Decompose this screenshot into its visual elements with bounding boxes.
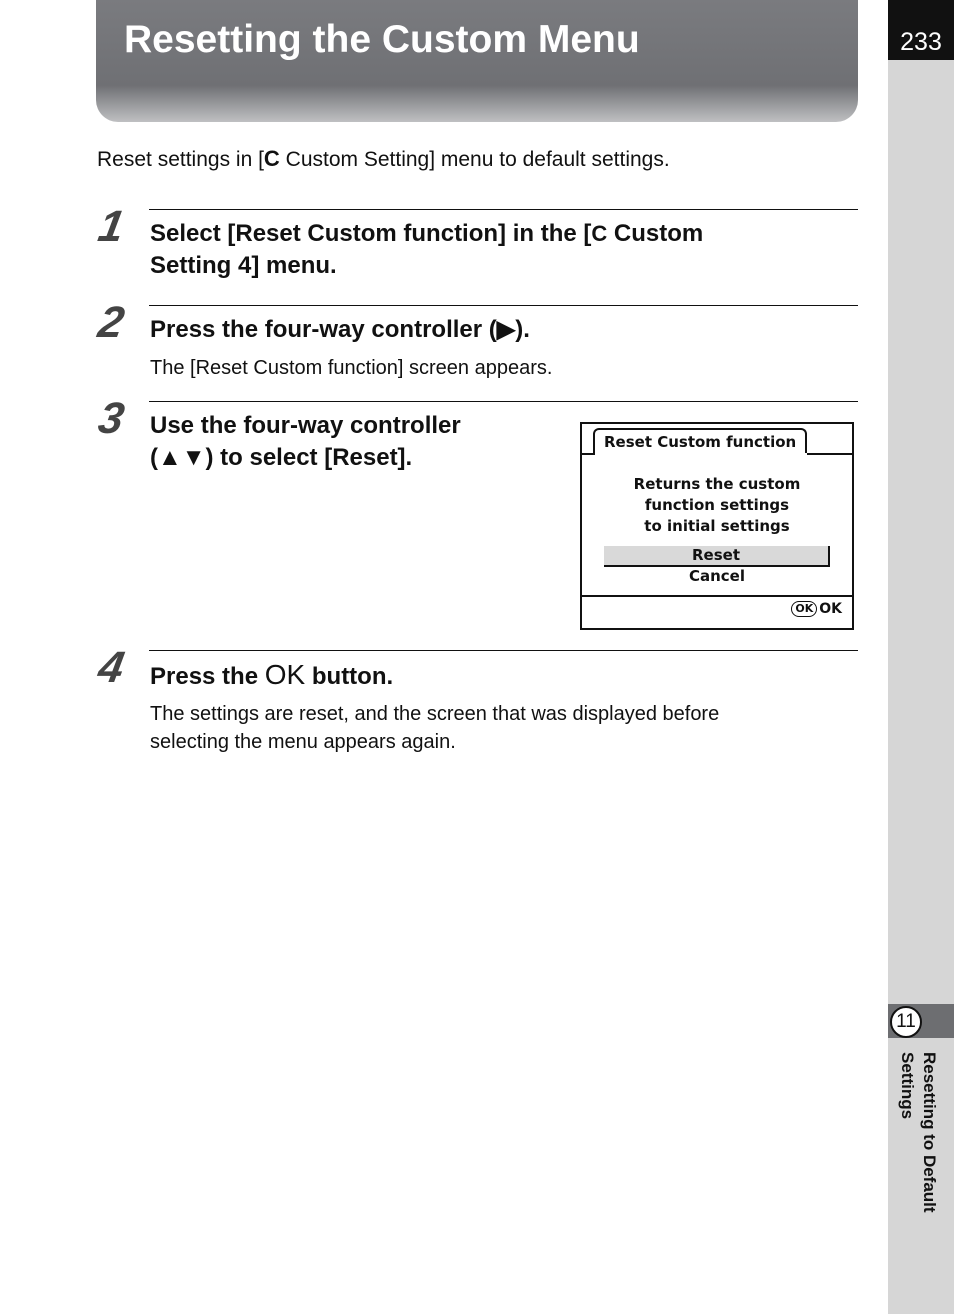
step-1-heading: Select [Reset Custom function] in the [C Custom Setting 4] menu. (150, 220, 704, 279)
chapter-title: Resetting to Default Settings (898, 1052, 939, 1213)
ok-button-icon: OK (791, 601, 817, 617)
step-2-text: The [Reset Custom function] screen appears. (150, 357, 553, 379)
title-band (96, 0, 858, 122)
ok-button-icon: OK (264, 659, 306, 690)
custom-setting-icon: C (263, 146, 280, 171)
step-divider (149, 650, 858, 651)
step-divider (149, 305, 858, 306)
step-3-heading: Use the four-way controller (▲▼) to select [Reset]. (150, 412, 461, 471)
screen-divider (582, 595, 852, 597)
intro-text: Reset settings in [C Custom Setting] menu to default settings. (97, 146, 670, 171)
step-divider (149, 401, 858, 402)
screen-message: Returns the custom function settings to initial settings (633, 475, 801, 535)
step-2-heading: Press the four-way controller (▶). (150, 316, 530, 343)
option-cancel[interactable]: Cancel (688, 567, 745, 585)
page-number: 233 (888, 0, 954, 60)
chapter-number: 11 (890, 1006, 922, 1038)
step-4-heading: Press the OK button. (150, 659, 394, 690)
step-number: 3 (94, 394, 128, 443)
step-number: 2 (94, 298, 128, 347)
page-title: Resetting the Custom Menu (124, 18, 640, 61)
step-number: 4 (94, 643, 128, 692)
custom-setting-icon: C (591, 221, 608, 246)
step-divider (149, 209, 858, 210)
screen-tab-title: Reset Custom function (593, 428, 807, 453)
step-number: 1 (94, 202, 128, 251)
option-reset[interactable]: Reset (604, 546, 830, 567)
step-4-text: The settings are reset, and the screen that was displayed before selecting the menu appears again. (150, 703, 720, 753)
camera-screen (580, 422, 854, 630)
ok-hint: OK OK (791, 599, 842, 619)
